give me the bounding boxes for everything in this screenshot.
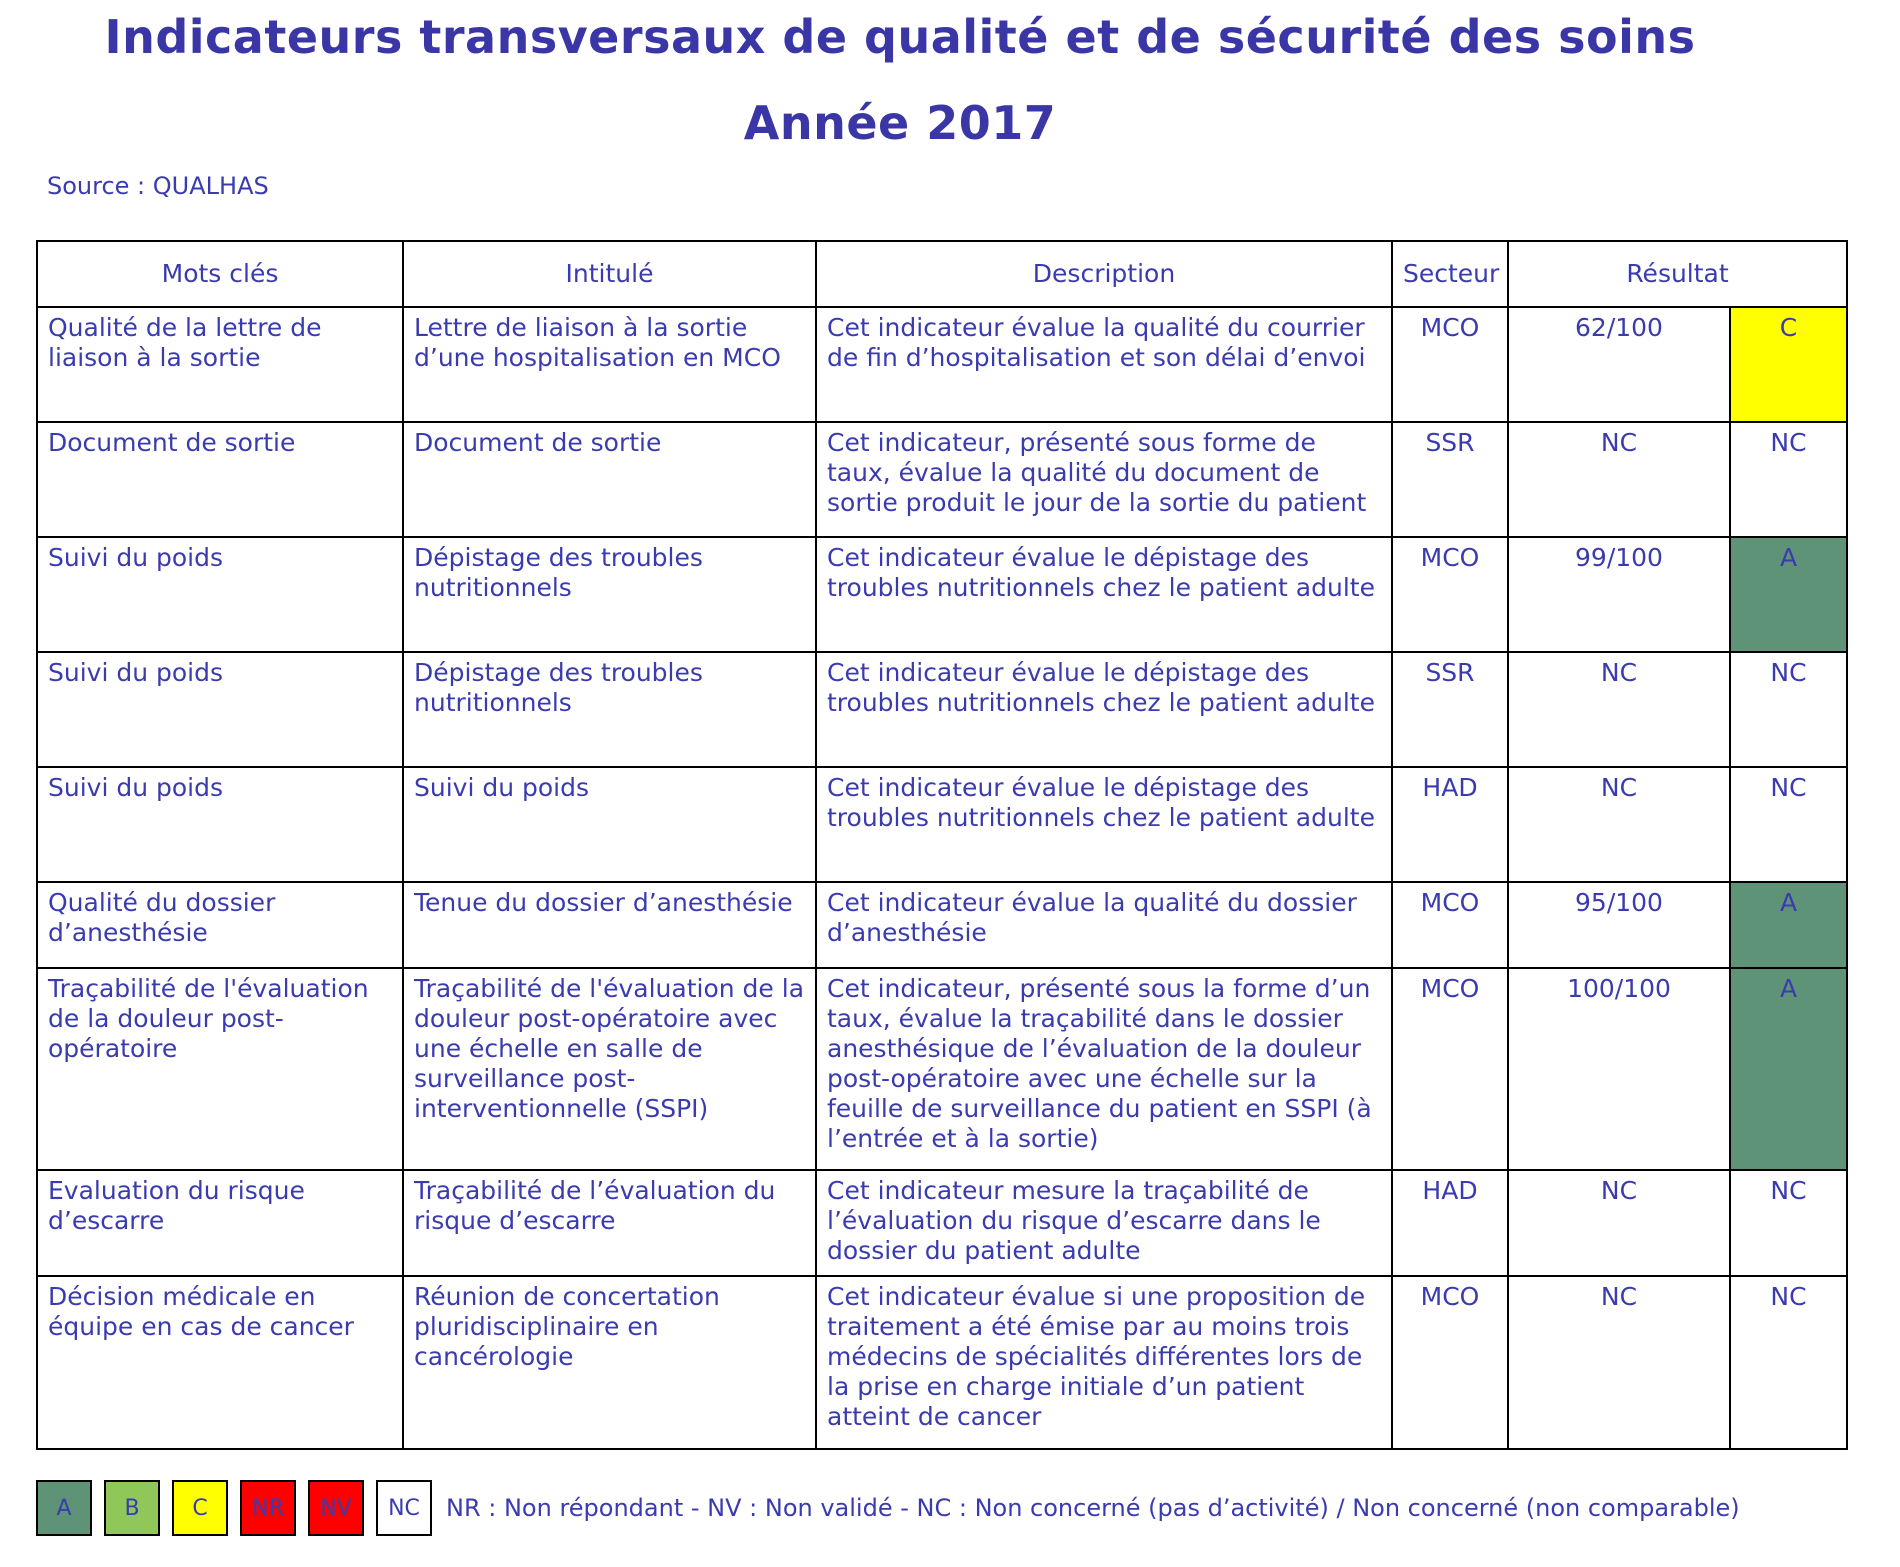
keywords-cell: Suivi du poids bbox=[37, 652, 403, 767]
legend-swatch-c: C bbox=[172, 1480, 228, 1536]
table-row bbox=[37, 767, 1847, 882]
sector-cell: SSR bbox=[1392, 422, 1508, 537]
header-result: Résultat bbox=[1508, 241, 1847, 307]
table-row bbox=[37, 652, 1847, 767]
legend-swatch-nv: NV bbox=[308, 1480, 364, 1536]
description-cell: Cet indicateur évalue la qualité du courrier de fin d’hospitalisation et son délai d’envoi bbox=[816, 307, 1392, 422]
keywords-cell: Qualité du dossier d’anesthésie bbox=[37, 882, 403, 968]
grade-legend bbox=[36, 1478, 1740, 1538]
table-row bbox=[37, 1276, 1847, 1449]
grade-cell: A bbox=[1730, 537, 1847, 652]
title-cell: Tenue du dossier d’anesthésie bbox=[403, 882, 816, 968]
grade-cell: A bbox=[1730, 968, 1847, 1170]
grade-cell: NC bbox=[1730, 652, 1847, 767]
sector-cell: MCO bbox=[1392, 307, 1508, 422]
table-header-row bbox=[37, 241, 1847, 307]
keywords-cell: Décision médicale en équipe en cas de cancer bbox=[37, 1276, 403, 1449]
description-cell: Cet indicateur évalue si une proposition de traitement a été émise par au moins trois médecins de spécialités différentes lors de la prise en charge initiale d’un patient atteint de cancer bbox=[816, 1276, 1392, 1449]
header-sector: Secteur bbox=[1392, 241, 1508, 307]
sector-cell: HAD bbox=[1392, 767, 1508, 882]
score-cell: NC bbox=[1508, 767, 1730, 882]
header-keywords: Mots clés bbox=[37, 241, 403, 307]
grade-cell: C bbox=[1730, 307, 1847, 422]
description-cell: Cet indicateur évalue la qualité du dossier d’anesthésie bbox=[816, 882, 1392, 968]
sector-cell: SSR bbox=[1392, 652, 1508, 767]
title-cell: Suivi du poids bbox=[403, 767, 816, 882]
title-cell: Dépistage des troubles nutritionnels bbox=[403, 652, 816, 767]
keywords-cell: Qualité de la lettre de liaison à la sortie bbox=[37, 307, 403, 422]
sector-cell: MCO bbox=[1392, 1276, 1508, 1449]
sector-cell: MCO bbox=[1392, 968, 1508, 1170]
grade-cell: NC bbox=[1730, 1170, 1847, 1276]
grade-cell: NC bbox=[1730, 422, 1847, 537]
score-cell: 62/100 bbox=[1508, 307, 1730, 422]
page-title: Indicateurs transversaux de qualité et de sécurité des soins bbox=[104, 10, 1696, 64]
table-row bbox=[37, 882, 1847, 968]
description-cell: Cet indicateur évalue le dépistage des troubles nutritionnels chez le patient adulte bbox=[816, 537, 1392, 652]
keywords-cell: Document de sortie bbox=[37, 422, 403, 537]
sector-cell: MCO bbox=[1392, 882, 1508, 968]
keywords-cell: Suivi du poids bbox=[37, 537, 403, 652]
score-cell: 95/100 bbox=[1508, 882, 1730, 968]
description-cell: Cet indicateur mesure la traçabilité de l’évaluation du risque d’escarre dans le dossier du patient adulte bbox=[816, 1170, 1392, 1276]
keywords-cell: Evaluation du risque d’escarre bbox=[37, 1170, 403, 1276]
score-cell: NC bbox=[1508, 1276, 1730, 1449]
legend-swatch-nc: NC bbox=[376, 1480, 432, 1536]
grade-cell: NC bbox=[1730, 1276, 1847, 1449]
description-cell: Cet indicateur, présenté sous forme de taux, évalue la qualité du document de sortie produit le jour de la sortie du patient bbox=[816, 422, 1392, 537]
grade-cell: A bbox=[1730, 882, 1847, 968]
source-label: Source : QUALHAS bbox=[47, 172, 269, 200]
sector-cell: HAD bbox=[1392, 1170, 1508, 1276]
header-title: Intitulé bbox=[403, 241, 816, 307]
title-cell: Traçabilité de l'évaluation de la douleur post-opératoire avec une échelle en salle de surveillance post-interventionnelle (SSPI) bbox=[403, 968, 816, 1170]
score-cell: 99/100 bbox=[1508, 537, 1730, 652]
score-cell: NC bbox=[1508, 422, 1730, 537]
title-cell: Lettre de liaison à la sortie d’une hospitalisation en MCO bbox=[403, 307, 816, 422]
table-row bbox=[37, 422, 1847, 537]
legend-note: NR : Non répondant - NV : Non validé - NC : Non concerné (pas d’activité) / Non concerné (non comparable) bbox=[446, 1494, 1740, 1522]
legend-swatch-a: A bbox=[36, 1480, 92, 1536]
table-row bbox=[37, 1170, 1847, 1276]
table-row bbox=[37, 537, 1847, 652]
title-cell: Dépistage des troubles nutritionnels bbox=[403, 537, 816, 652]
legend-swatch-nr: NR bbox=[240, 1480, 296, 1536]
page-subtitle-year: Année 2017 bbox=[743, 96, 1057, 150]
table-row bbox=[37, 968, 1847, 1170]
keywords-cell: Suivi du poids bbox=[37, 767, 403, 882]
score-cell: NC bbox=[1508, 652, 1730, 767]
title-cell: Réunion de concertation pluridisciplinaire en cancérologie bbox=[403, 1276, 816, 1449]
score-cell: NC bbox=[1508, 1170, 1730, 1276]
title-cell: Document de sortie bbox=[403, 422, 816, 537]
grade-cell: NC bbox=[1730, 767, 1847, 882]
description-cell: Cet indicateur évalue le dépistage des troubles nutritionnels chez le patient adulte bbox=[816, 767, 1392, 882]
keywords-cell: Traçabilité de l'évaluation de la douleur post-opératoire bbox=[37, 968, 403, 1170]
legend-swatch-b: B bbox=[104, 1480, 160, 1536]
header-description: Description bbox=[816, 241, 1392, 307]
sector-cell: MCO bbox=[1392, 537, 1508, 652]
score-cell: 100/100 bbox=[1508, 968, 1730, 1170]
title-cell: Traçabilité de l’évaluation du risque d’escarre bbox=[403, 1170, 816, 1276]
indicators-table bbox=[36, 240, 1848, 1450]
table-row bbox=[37, 307, 1847, 422]
description-cell: Cet indicateur, présenté sous la forme d’un taux, évalue la traçabilité dans le dossier anesthésique de l’évaluation de la douleur post-opératoire avec une échelle sur la feuille de surveillance du patient en SSPI (à l’entrée et à la sortie) bbox=[816, 968, 1392, 1170]
description-cell: Cet indicateur évalue le dépistage des troubles nutritionnels chez le patient adulte bbox=[816, 652, 1392, 767]
